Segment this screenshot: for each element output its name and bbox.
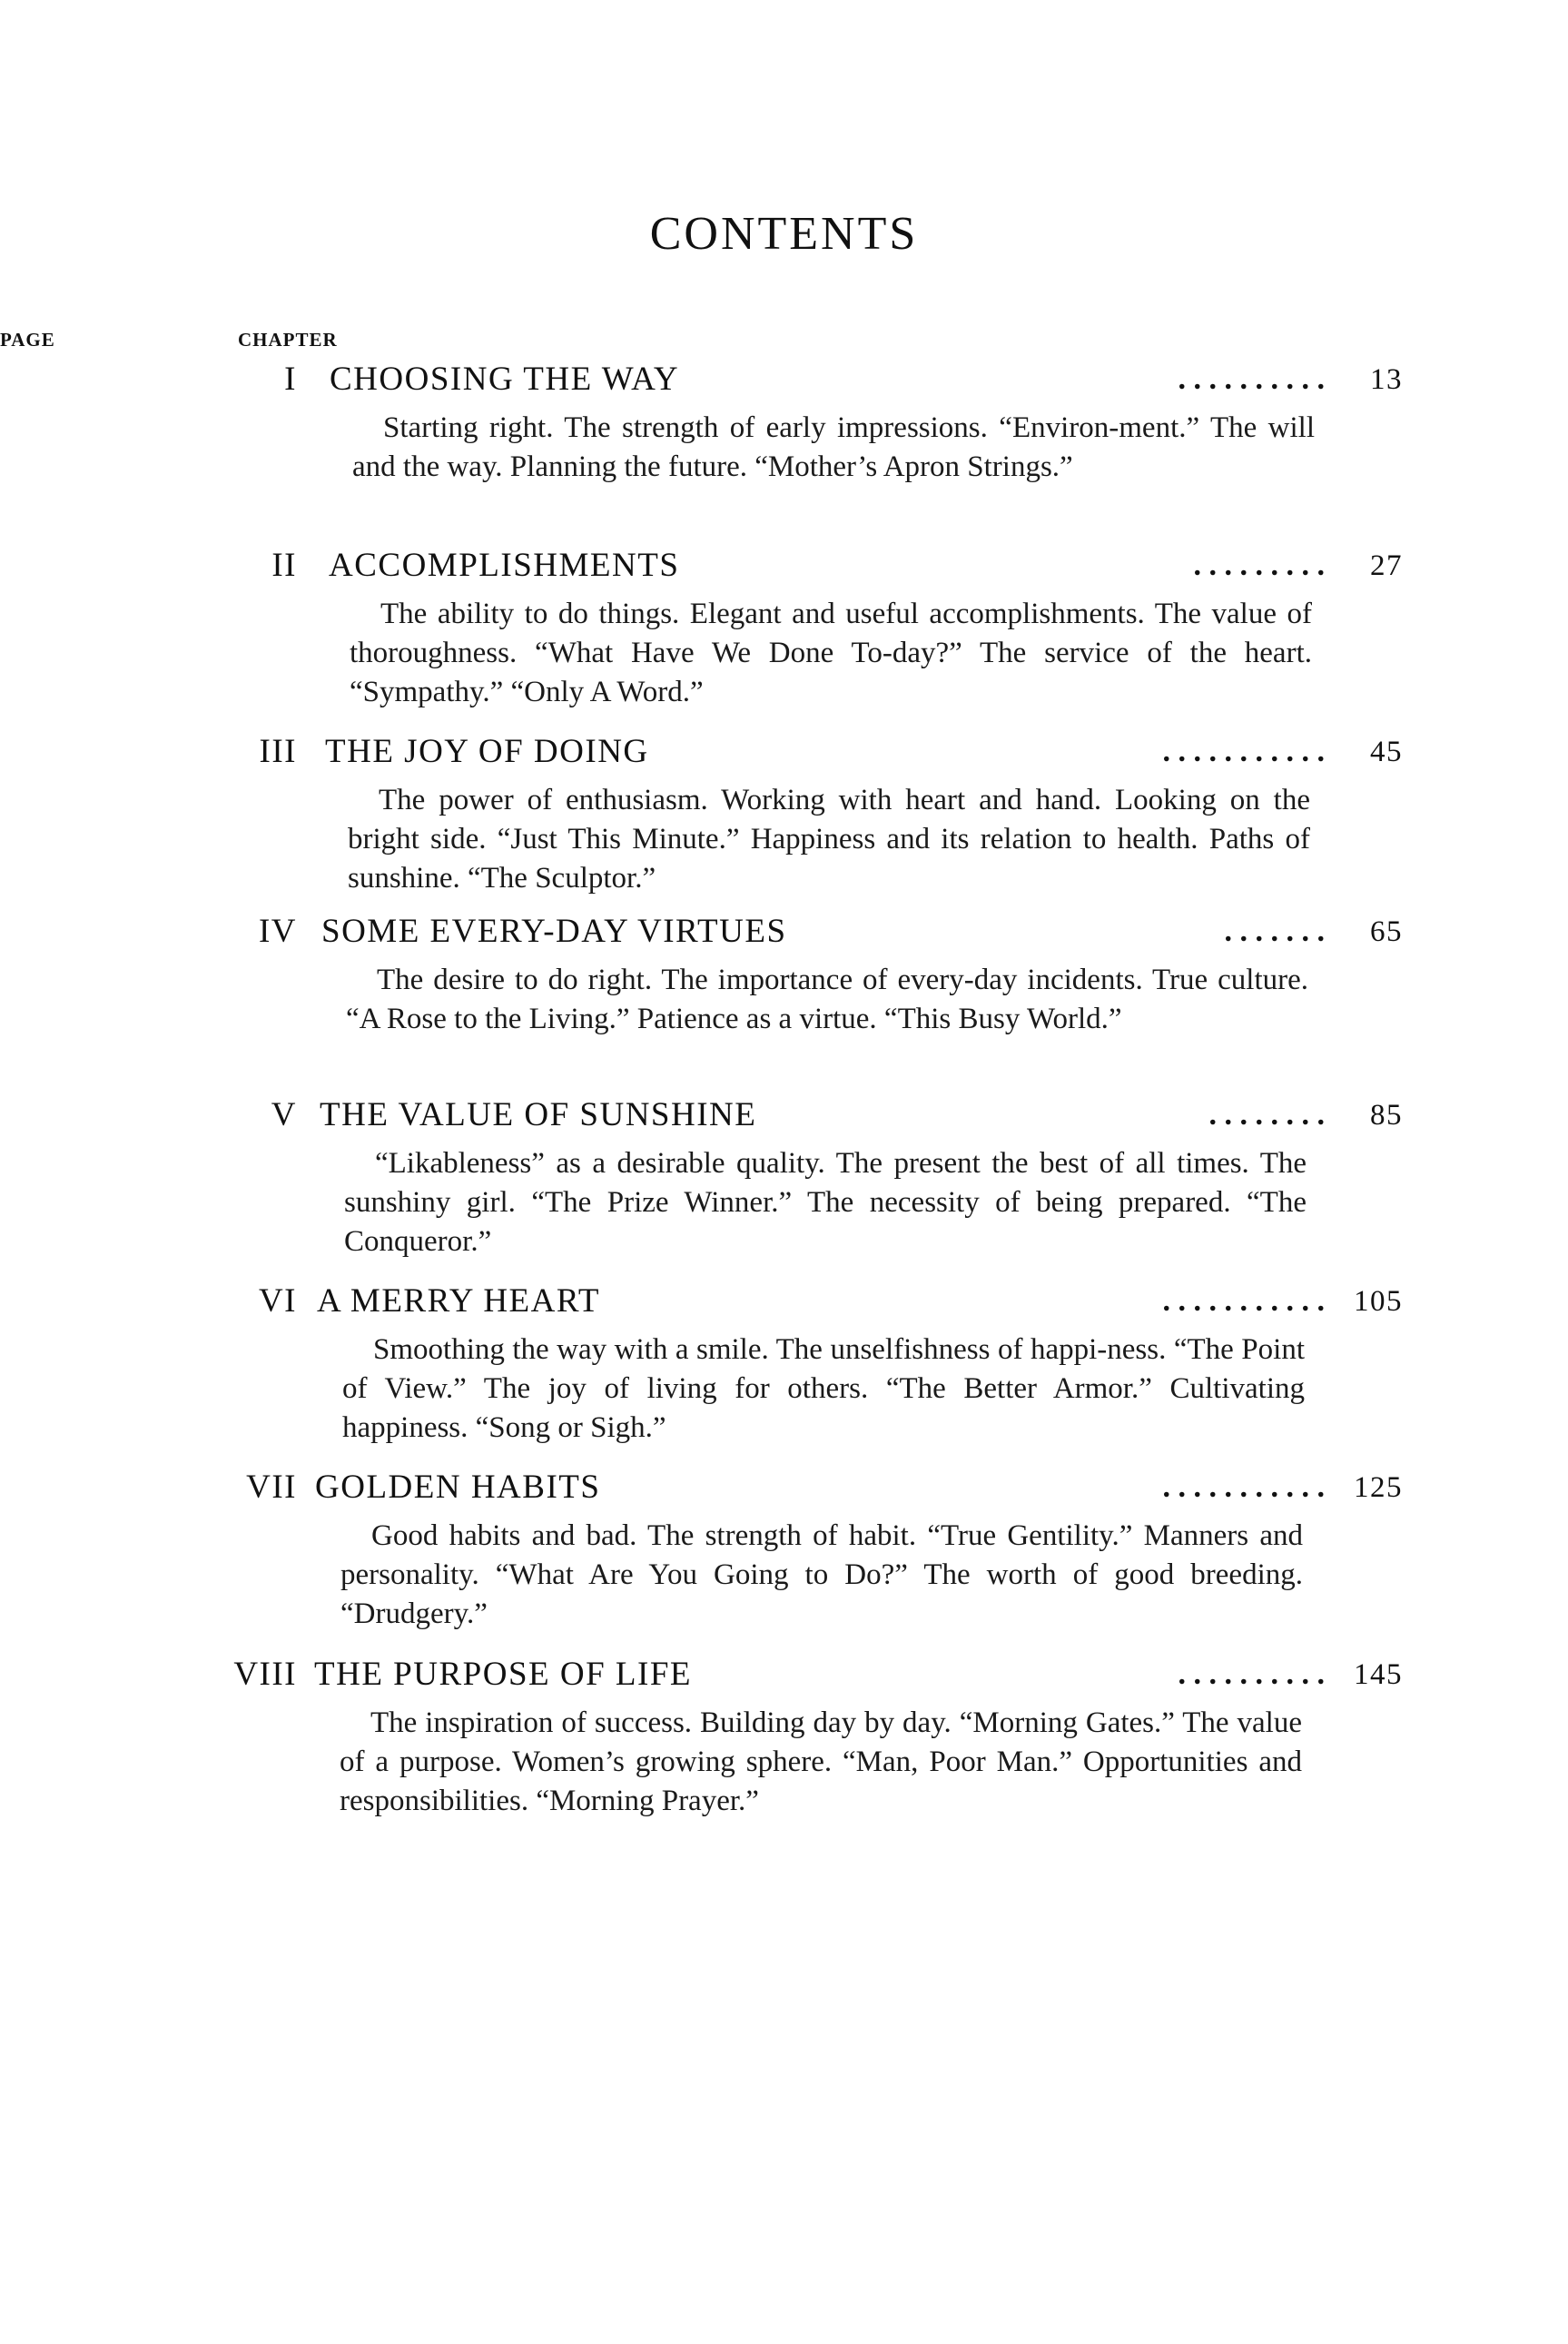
page-number: 27 <box>1370 549 1403 582</box>
toc-entry <box>227 1649 1403 1817</box>
toc-entry-heading <box>227 1090 1403 1141</box>
page-number: 13 <box>1370 363 1403 396</box>
page-number: 45 <box>1370 736 1403 768</box>
chapter-number: IV <box>258 913 297 950</box>
dot-leader: . . . . . . . . <box>1208 1098 1325 1132</box>
toc-entry-heading <box>227 906 1403 957</box>
page-number: 125 <box>1354 1471 1403 1504</box>
chapter-summary: The power of enthusiasm. Working with heart and hand. Looking on the bright side. “Just This Minute.” Happiness and its relation to health. Paths of sunshine. “The Sculptor.” <box>348 784 1310 895</box>
dot-leader: . . . . . . . <box>1224 915 1325 948</box>
chapter-title: SOME EVERY-DAY VIRTUES <box>321 913 787 950</box>
toc-entry <box>227 727 1403 895</box>
toc-entry-heading <box>227 540 1403 591</box>
chapter-summary: The desire to do right. The importance of every-day incidents. True culture. “A Rose to the Living.” Patience as a virtue. “This Busy World.” <box>346 964 1308 1035</box>
chapter-number: VI <box>258 1282 297 1320</box>
toc-entry <box>227 354 1403 483</box>
toc-entry-heading <box>227 1649 1403 1700</box>
chapter-title: GOLDEN HABITS <box>315 1469 601 1506</box>
dot-leader: . . . . . . . . . . . <box>1162 735 1325 768</box>
dot-leader: . . . . . . . . . . <box>1178 362 1325 396</box>
chapter-title: THE JOY OF DOING <box>325 733 649 770</box>
chapter-summary: Starting right. The strength of early impressions. “Environ-ment.” The will and the way. Planning the future. “Mother’s Apron Strings.” <box>352 411 1315 483</box>
toc-entry <box>227 540 1403 708</box>
chapter-number: VIII <box>233 1656 297 1693</box>
toc-entry-heading <box>227 1276 1403 1327</box>
toc-entry-heading <box>227 727 1403 777</box>
dot-leader: . . . . . . . . . . . <box>1162 1470 1325 1504</box>
chapter-number: V <box>271 1096 297 1133</box>
chapter-title: THE PURPOSE OF LIFE <box>314 1656 693 1693</box>
dot-leader: . . . . . . . . . <box>1193 549 1325 582</box>
chapter-title: ACCOMPLISHMENTS <box>329 547 680 584</box>
chapter-number: II <box>271 547 297 584</box>
dot-leader: . . . . . . . . . . . <box>1162 1284 1325 1318</box>
chapter-title: CHOOSING THE WAY <box>330 361 680 398</box>
toc-entry <box>227 1090 1403 1258</box>
chapter-summary: The inspiration of success. Building day by day. “Morning Gates.” The value of a purpose. Women’s growing sphere. “Man, Poor Man.” Opportunities and responsibilities. “Morning Prayer.” <box>340 1706 1302 1817</box>
chapter-number: VII <box>246 1469 297 1506</box>
chapter-summary: Good habits and bad. The strength of habit. “True Gentility.” Manners and personality. “What Are You Going to Do?” The worth of good breeding. “Drudgery.” <box>340 1519 1303 1630</box>
chapter-number: I <box>284 361 297 398</box>
toc-entry-heading <box>227 354 1403 405</box>
toc-entry <box>227 1462 1403 1630</box>
toc-entry <box>227 906 1403 1035</box>
page-number: 85 <box>1370 1099 1403 1132</box>
dot-leader: . . . . . . . . . . <box>1178 1657 1325 1691</box>
chapter-summary: “Likableness” as a desirable quality. The present the best of all times. The sunshiny girl. “The Prize Winner.” The necessity of being prepared. “The Conqueror.” <box>344 1147 1307 1258</box>
page-number: 105 <box>1354 1285 1403 1318</box>
toc-entry-heading <box>227 1462 1403 1513</box>
chapter-column-header: CHAPTER <box>238 329 338 351</box>
page-title: CONTENTS <box>649 208 919 260</box>
chapter-title: A MERRY HEART <box>317 1282 600 1320</box>
chapter-summary: Smoothing the way with a smile. The unselfishness of happi-ness. “The Point of View.” The joy of living for others. “The Better Armor.” Cultivating happiness. “Song or Sigh.” <box>342 1333 1305 1444</box>
chapter-title: THE VALUE OF SUNSHINE <box>320 1096 757 1133</box>
page-column-header: PAGE <box>0 329 55 351</box>
page-number: 65 <box>1370 915 1403 948</box>
chapter-number: III <box>259 733 297 770</box>
page-number: 145 <box>1354 1658 1403 1691</box>
toc-entry <box>227 1276 1403 1444</box>
chapter-summary: The ability to do things. Elegant and useful accomplishments. The value of thoroughness. “What Have We Done To-day?” The service of the heart. “Sympathy.” “Only A Word.” <box>350 598 1312 708</box>
